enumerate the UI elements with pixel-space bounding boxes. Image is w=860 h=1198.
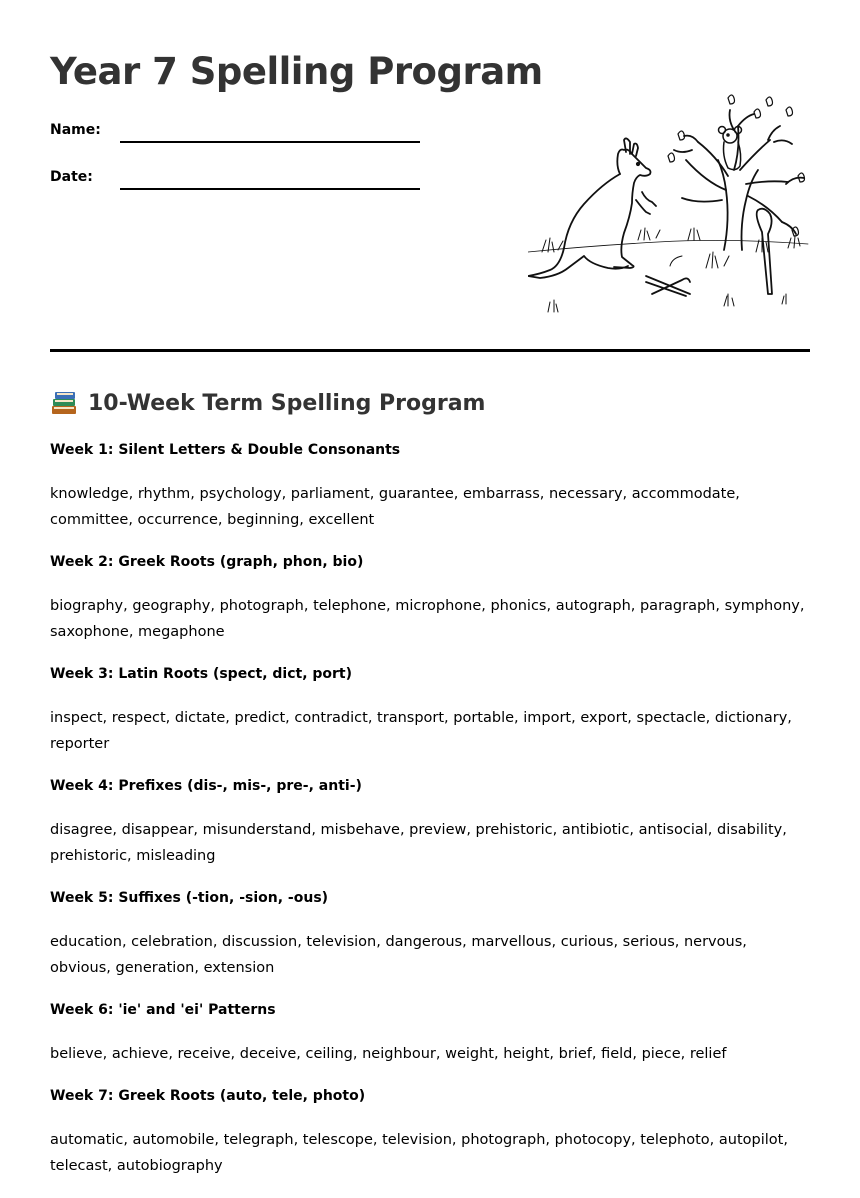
kangaroo-icon [528,138,656,278]
week-item [50,1000,810,1067]
week-words: believe, achieve, receive, deceive, ceiling, neighbour, weight, height, brief, field, piece, relief [50,1046,727,1062]
week-title: Week 4: Prefixes (dis-, mis-, pre-, anti-) [50,778,362,794]
week-words: education, celebration, discussion, television, dangerous, marvellous, curious, serious, nervous, obvious, generation, extension [50,934,747,976]
week-title: Week 6: 'ie' and 'ei' Patterns [50,1002,276,1018]
week-words: inspect, respect, dictate, predict, contradict, transport, portable, import, export, spectacle, dictionary, reporter [50,710,792,752]
week-title: Week 5: Suffixes (-tion, -sion, -ous) [50,890,329,906]
spade-icon [757,209,772,294]
week-words: biography, geography, photograph, telephone, microphone, phonics, autograph, paragraph, symphony, saxophone, megaphone [50,598,805,640]
week-title: Week 3: Latin Roots (spect, dict, port) [50,666,353,682]
weeks-list [50,440,810,1198]
sticks-icon [646,256,690,296]
date-label: Date: [50,169,93,185]
section-divider [50,349,810,352]
week-words: knowledge, rhythm, psychology, parliament, guarantee, embarrass, necessary, accommodate, committee, occurrence, beginning, excellent [50,486,740,528]
name-line[interactable] [120,141,420,143]
books-icon [50,390,78,416]
section-heading-text: 10-Week Term Spelling Program [88,390,486,416]
week-item [50,776,810,869]
week-title: Week 2: Greek Roots (graph, phon, bio) [50,554,364,570]
week-item [50,552,810,645]
tree-icon [668,95,805,250]
date-field-row [50,169,430,199]
week-words: automatic, automobile, telegraph, telescope, television, photograph, photocopy, telephoto, autopilot, telecast, autobiography [50,1132,788,1174]
page-title: Year 7 Spelling Program [50,50,543,93]
section-heading [50,390,485,416]
week-item [50,888,810,981]
kangaroo-koala-illustration [528,80,810,316]
week-title: Week 1: Silent Letters & Double Consonants [50,442,401,458]
name-label: Name: [50,122,101,138]
week-item [50,664,810,757]
week-words: disagree, disappear, misunderstand, misbehave, preview, prehistoric, antibiotic, antisocial, disability, prehistoric, misleading [50,822,787,864]
date-line[interactable] [120,188,420,190]
week-title: Week 7: Greek Roots (auto, tele, photo) [50,1088,366,1104]
week-item [50,440,810,533]
week-item [50,1086,810,1179]
name-field-row [50,122,430,152]
